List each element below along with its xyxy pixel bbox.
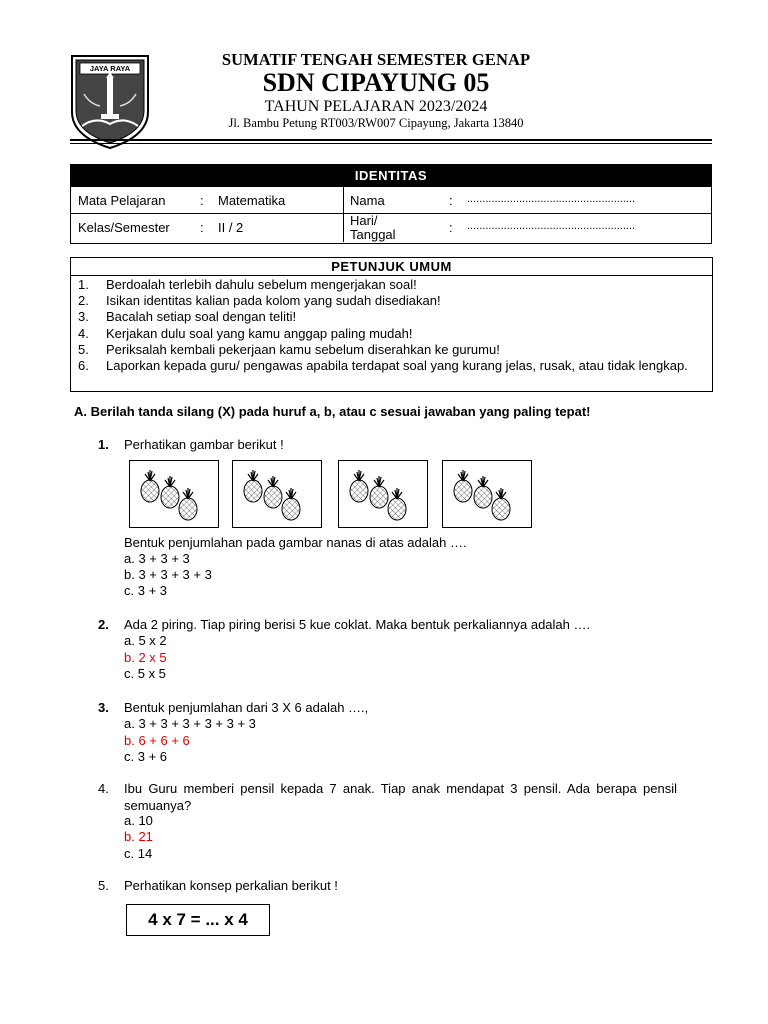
pineapple-picture-2 <box>232 460 322 528</box>
item-text: Isikan identitas kalian pada kolom yang sudah disediakan! <box>106 293 441 309</box>
list-item <box>78 326 706 342</box>
class-label: Kelas/Semester <box>78 220 170 235</box>
item-number: 2. <box>78 293 89 309</box>
q1-option-a[interactable]: a. 3 + 3 + 3 <box>124 551 190 566</box>
q5-text: Perhatikan konsep perkalian berikut ! <box>124 878 338 893</box>
item-number: 4. <box>78 325 89 341</box>
instructions-list <box>78 277 706 374</box>
q2-text: Ada 2 piring. Tiap piring berisi 5 kue coklat. Maka bentuk perkaliannya adalah …. <box>124 617 591 632</box>
date-label-2: Tanggal <box>350 227 396 242</box>
item-number: 3. <box>78 309 89 325</box>
pineapple-picture-1 <box>129 460 219 528</box>
q2-number: 2. <box>98 617 109 632</box>
date-field[interactable]: ....................................................... <box>467 220 636 232</box>
name-label: Nama <box>350 193 385 208</box>
multiplication-concept-box: 4 x 7 = ... x 4 <box>126 904 270 936</box>
school-name: SDN CIPAYUNG 05 <box>262 68 490 97</box>
item-number: 5. <box>78 341 89 357</box>
q2-option-b[interactable]: b. 2 x 5 <box>124 650 167 665</box>
item-text: Periksalah kembali pekerjaan kamu sebelum diserahkan ke gurumu! <box>106 341 500 357</box>
class-colon: : <box>200 220 204 235</box>
exam-title: SUMATIF TENGAH SEMESTER GENAP <box>221 50 531 69</box>
subject-value: Matematika <box>218 193 286 208</box>
item-number: 1. <box>78 277 89 292</box>
pineapple-picture-4 <box>442 460 532 528</box>
q3-option-c[interactable]: c. 3 + 6 <box>124 749 167 764</box>
date-label-1: Hari/ <box>350 213 378 228</box>
item-text: Kerjakan dulu soal yang kamu anggap paling mudah! <box>106 325 413 341</box>
name-field[interactable]: ....................................................... <box>467 193 636 205</box>
class-value: II / 2 <box>218 220 244 235</box>
q3-option-a[interactable]: a. 3 + 3 + 3 + 3 + 3 + 3 <box>124 716 256 731</box>
logo-text: JAYA RAYA <box>89 64 131 73</box>
q1-text: Perhatikan gambar berikut ! <box>124 437 284 452</box>
list-item <box>78 342 706 358</box>
subject-colon: : <box>200 193 204 208</box>
subject-label: Mata Pelajaran <box>78 193 166 208</box>
q4-option-a[interactable]: a. 10 <box>124 813 153 828</box>
q1-option-c[interactable]: c. 3 + 3 <box>124 583 167 598</box>
school-logo <box>70 54 150 150</box>
q1-option-b[interactable]: b. 3 + 3 + 3 + 3 <box>124 567 212 582</box>
q5-number: 5. <box>98 878 109 893</box>
q1-number: 1. <box>98 437 109 452</box>
q3-option-b[interactable]: b. 6 + 6 + 6 <box>124 733 190 748</box>
header-divider-thin <box>70 143 712 144</box>
academic-year: TAHUN PELAJARAN 2023/2024 <box>264 98 488 115</box>
q4-option-c[interactable]: c. 14 <box>124 846 153 861</box>
school-address: Jl. Bambu Petung RT003/RW007 Cipayung, Jakarta 13840 <box>228 116 524 130</box>
pineapple-picture-3 <box>338 460 428 528</box>
item-text: Bacalah setiap soal dengan teliti! <box>106 309 297 325</box>
section-a-instruction: A. Berilah tanda silang (X) pada huruf a, b, atau c sesuai jawaban yang paling tepat! <box>74 404 591 419</box>
list-item <box>78 293 706 309</box>
list-item <box>78 277 706 293</box>
q3-number: 3. <box>98 700 109 715</box>
date-colon: : <box>449 220 453 235</box>
item-number: 6. <box>78 358 89 374</box>
q4-text: Ibu Guru memberi pensil kepada 7 anak. Tiap anak mendapat 3 pensil. Ada berapa pensil semuanya? <box>124 781 677 813</box>
item-text: Laporkan kepada guru/ pengawas apabila terdapat soal yang kurang jelas, rusak, atau tidak lengkap. <box>106 358 688 374</box>
list-item <box>78 358 706 374</box>
name-colon: : <box>449 193 453 208</box>
list-item <box>78 309 706 325</box>
q1-subtext: Bentuk penjumlahan pada gambar nanas di atas adalah …. <box>124 535 467 550</box>
q2-option-a[interactable]: a. 5 x 2 <box>124 633 167 648</box>
identity-column-divider <box>343 187 344 242</box>
q4-number: 4. <box>98 781 109 796</box>
header-divider <box>70 139 712 141</box>
q3-text: Bentuk penjumlahan dari 3 X 6 adalah …., <box>124 700 369 715</box>
instructions-title: PETUNJUK UMUM <box>71 258 712 276</box>
q4-option-b[interactable]: b. 21 <box>124 829 153 844</box>
item-text: Berdoalah terlebih dahulu sebelum mengerjakan soal! <box>106 277 417 292</box>
q2-option-c[interactable]: c. 5 x 5 <box>124 666 166 681</box>
identity-title: IDENTITAS <box>71 165 711 187</box>
